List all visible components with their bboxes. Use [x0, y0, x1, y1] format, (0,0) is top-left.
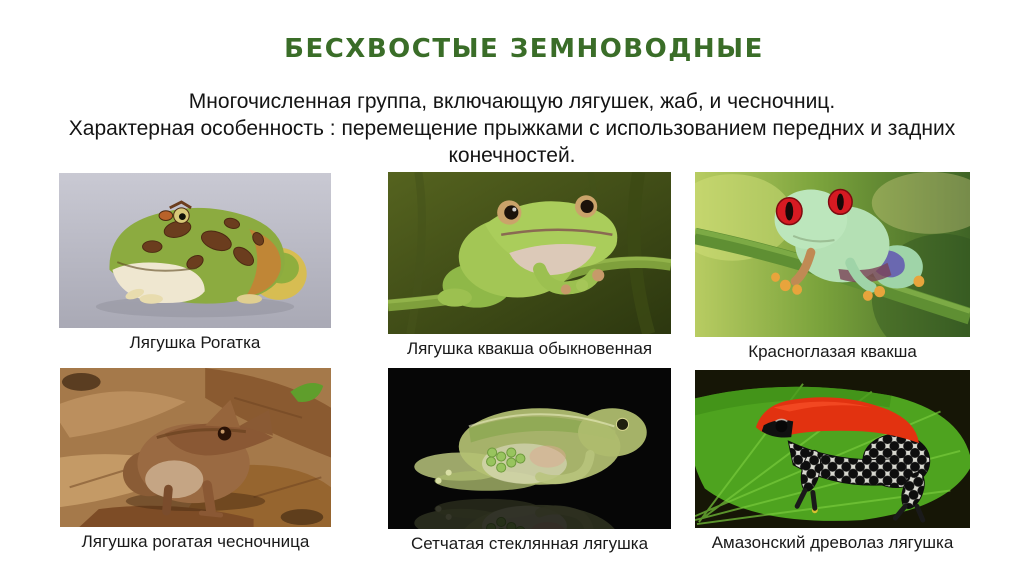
amazon-dart-frog-photo: [695, 370, 970, 528]
figure-green-tree-frog: [388, 172, 671, 359]
figure-caption: Амазонский древолаз лягушка: [711, 533, 954, 552]
slide-description: [0, 88, 1024, 169]
green-tree-frog-photo: [388, 172, 671, 334]
figure-caption: Лягушка Рогатка: [129, 333, 261, 352]
ornate-horned-frog-photo: [59, 173, 331, 328]
description-line-3: конечностей.: [448, 144, 576, 167]
figure-red-eyed-tree-frog: [695, 172, 970, 362]
figure-amazon-dart-frog: [695, 370, 970, 553]
horned-leaf-frog-photo: [60, 368, 331, 527]
description-line-1: Многочисленная группа, включающую лягушек, жаб, и чесночниц.: [188, 90, 836, 113]
figure-caption: Лягушка квакша обыкновенная: [406, 339, 653, 358]
description-line-2: Характерная особенность : перемещение прыжками с использованием передних и задних: [68, 117, 956, 140]
figure-horned-leaf-frog: [60, 368, 331, 552]
figure-glass-frog: [388, 368, 671, 554]
glass-frog-photo: [388, 368, 671, 529]
red-eyed-tree-frog-photo: [695, 172, 970, 337]
figure-caption: Лягушка рогатая чесночница: [81, 532, 310, 551]
slide-title: БЕСХВОСТЫЕ ЗЕМНОВОДНЫЕ: [284, 34, 764, 64]
figure-ornate-horned-frog: [59, 173, 331, 353]
figure-caption: Красноглазая квакша: [748, 342, 917, 361]
figure-caption: Сетчатая стеклянная лягушка: [410, 534, 649, 553]
